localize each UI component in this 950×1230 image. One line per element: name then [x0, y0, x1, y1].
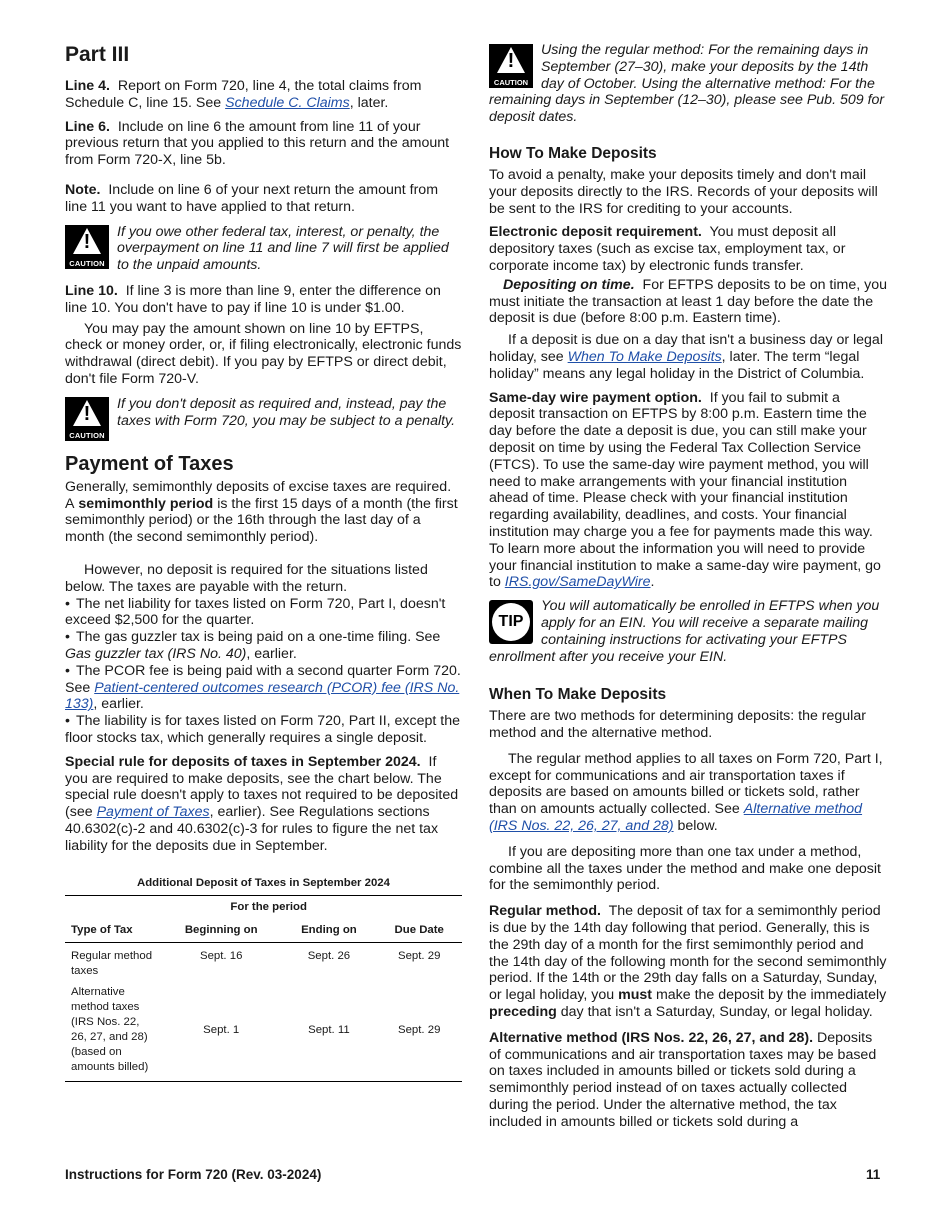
electronic-paragraph: Electronic deposit requirement. You must deposit all depository taxes (such as excise tax, employment tax, or corporate income tax) by electronic funds transfer.	[489, 224, 846, 274]
note-paragraph: Note. Include on line 6 of your next return the amount from line 11 you want to have applied to that return.	[65, 181, 439, 215]
schedule-c-claims-link[interactable]: Schedule C. Claims	[225, 94, 350, 111]
caution-icon: ! CAUTION	[65, 397, 109, 441]
when-to-make-deposits-title: When To Make Deposits	[489, 686, 667, 704]
period-header: For the period	[230, 901, 307, 914]
payment-intro: Generally, semimonthly deposits of excise taxes are required. A semimonthly period is the first 15 days of a month (the first semimonthly period) or the 16th through the last day of a month (the second semimonthly period).	[65, 478, 458, 546]
bullet-item: • The liability is for taxes listed on Form 720, Part II, except the floor stocks tax, which generally requires a single deposit.	[65, 713, 462, 747]
holiday-paragraph: If a deposit is due on a day that isn't a business day or legal holiday, see When To Make Deposits, later. The term “legal holiday” means any legal holiday in the District of Columbia.	[489, 332, 883, 382]
bullet-item: • The gas guzzler tax is being paid on a one-time filing. See Gas guzzler tax (IRS No. 40), earlier.	[65, 629, 462, 663]
line10-paragraph: Line 10. If line 3 is more than line 9, enter the difference on line 10. You don't have to pay if line 10 is under $1.00.	[65, 282, 441, 316]
caution-icon: ! CAUTION	[489, 44, 533, 88]
combine-paragraph: If you are depositing more than one tax under a method, combine all the taxes under the method and make one deposit for the semimonthly period.	[489, 843, 881, 894]
right-column	[489, 40, 887, 1138]
however-paragraph: However, no deposit is required for the situations listed below. The taxes are payable with the return.	[65, 561, 428, 595]
caution-box-penalty	[65, 396, 462, 441]
caution-text: If you owe other federal tax, interest, or penalty, the overpayment on line 11 and line 7 will first be applied to the unpaid amounts.	[117, 223, 449, 274]
table-caption: Additional Deposit of Taxes in September 2024	[65, 876, 462, 896]
regular-method-paragraph: Regular method. The deposit of tax for a semimonthly period is due by the 14th day following that period. Generally, this is the 29th day of a month for the first semimonthly period and the 14th day of the following month for the second semimonthly period. If the 14th or the 29th day falls on a Saturday, Sunday, or legal holiday, you must make the deposit by the immediately preceding day that isn't a Saturday, Sunday, or legal holiday.	[489, 903, 887, 1021]
ontime-paragraph: Depositing on time. For EFTPS deposits to be on time, you must initiate the transaction at least 1 day before the date the deposit is due (before 8:00 p.m. Eastern time).	[489, 276, 887, 327]
special-rule-paragraph: Special rule for deposits of taxes in September 2024. If you are required to make deposits, see the chart below. The special rule doesn't apply to taxes not required to be deposited (see Payment of Taxes, earlier). See Regulations sections 40.6302(c)-2 and 40.6302(c)-3 for rules to figure the net tax liability for the deposits due in September.	[65, 753, 459, 854]
caution-box-september	[489, 42, 887, 126]
sameday-paragraph: Same-day wire payment option. If you fail to submit a deposit transaction on EFTPS by 8:00 p.m. Eastern time the day before the date a deposit is due, you can still make your deposit on time by using the Federal Tax Collection Service (FTCS). To use the same-day wire payment method, you will need to make arrangements with your financial institution ahead of time. Please check with your financial institution regarding availability, deadlines, and costs. Your financial institution may charge you a fee for payments made this way. To learn more about the information you will need to provide your financial institution to make a same-day wire payment, go to IRS.gov/SameDayWire.	[489, 389, 881, 591]
line4-paragraph: Line 4. Report on Form 720, line 4, the total claims from Schedule C, line 15. See Schedule C. Claims, later.	[65, 78, 422, 111]
tip-box	[489, 598, 887, 665]
page-number: 11	[866, 1167, 881, 1182]
when-to-make-deposits-link[interactable]: When To Make Deposits	[567, 348, 722, 365]
september-deposit-table	[65, 876, 462, 1082]
caution-box-overpayment	[65, 224, 462, 274]
when-paragraph: There are two methods for determining deposits: the regular method and the alternative method.	[489, 708, 866, 742]
tip-icon: TIP	[489, 600, 533, 644]
caution-text: Using the regular method: For the remaining days in September (27–30), make your deposits by the 14th day of October. Using the alternative method: For the remaining days in September (12–30), please see Pub. 509 for deposit dates.	[489, 42, 885, 126]
regular-applies-paragraph: The regular method applies to all taxes on Form 720, Part I, except for communications and air transportation taxes if deposits are based on amounts billed or tickets sold, rather than on amounts actually collected. See Alternative method (IRS Nos. 22, 26, 27, and 28) below.	[489, 750, 883, 835]
bullet-item: • The PCOR fee is being paid with a second quarter Form 720. See Patient-centered outcomes research (PCOR) fee (IRS No. 133), earlier.	[65, 663, 462, 713]
table-row: Alternative method taxes (IRS Nos. 22, 26, 27, and 28) (based on amounts billed) Sept. 1 Sept. 11 Sept. 29	[65, 982, 462, 1082]
payment-of-taxes-link[interactable]: Payment of Taxes	[96, 804, 210, 821]
part-title: Part III	[65, 43, 130, 66]
how-paragraph: To avoid a penalty, make your deposits timely and don't mail your deposits directly to the IRS. Records of your deposits will be sent to the IRS for crediting to your accounts.	[489, 166, 878, 217]
col-end-header: Ending on	[281, 919, 376, 943]
col-due-header: Due Date	[376, 919, 462, 943]
bullet-item: • The net liability for taxes listed on Form 720, Part I, doesn't exceed $2,500 for the quarter.	[65, 596, 462, 630]
left-column	[65, 40, 462, 1082]
payment-of-taxes-title: Payment of Taxes	[65, 452, 234, 475]
line6-paragraph: Line 6. Include on line 6 the amount from line 11 of your previous return that you applied to this return and the amount from Form 720-X, line 5b.	[65, 118, 450, 169]
footer-title: Instructions for Form 720 (Rev. 03-2024)	[65, 1167, 322, 1182]
col-type-header: Type of Tax	[65, 919, 161, 943]
alternative-method-link[interactable]: Alternative method (IRS Nos. 22, 26, 27, and 28)	[489, 801, 863, 835]
line10-payment-paragraph: You may pay the amount shown on line 10 by EFTPS, check or money order, or, if filing electronically, electronic funds withdrawal (direct debit). If you pay by EFTPS or direct debit, don't file Form 720-V.	[65, 320, 462, 387]
caution-text: If you don't deposit as required and, instead, pay the taxes with Form 720, you may be subject to a penalty.	[117, 395, 456, 429]
how-to-make-deposits-title: How To Make Deposits	[489, 144, 657, 162]
col-begin-header: Beginning on	[161, 919, 281, 943]
alternative-method-paragraph: Alternative method (IRS Nos. 22, 26, 27, and 28). Deposits of communications and air transportation taxes may be based on taxes included in amounts billed or tickets sold during a semimonthly period instead of on taxes actually collected during the period. Under the alternative method, the tax included in amounts billed or tickets sold during a	[489, 1029, 877, 1130]
table-row: Regular method taxes Sept. 16 Sept. 26 Sept. 29	[71, 950, 441, 978]
caution-icon: ! CAUTION	[65, 225, 109, 269]
pcor-fee-link[interactable]: Patient-centered outcomes research (PCOR) fee (IRS No. 133)	[65, 679, 460, 713]
samedaywire-link[interactable]: IRS.gov/SameDayWire	[504, 574, 651, 591]
tip-text: You will automatically be enrolled in EFTPS when you apply for an EIN. You will receive a separate mailing containing instructions for activating your EFTPS enrollment after you receive your EIN.	[489, 598, 880, 665]
